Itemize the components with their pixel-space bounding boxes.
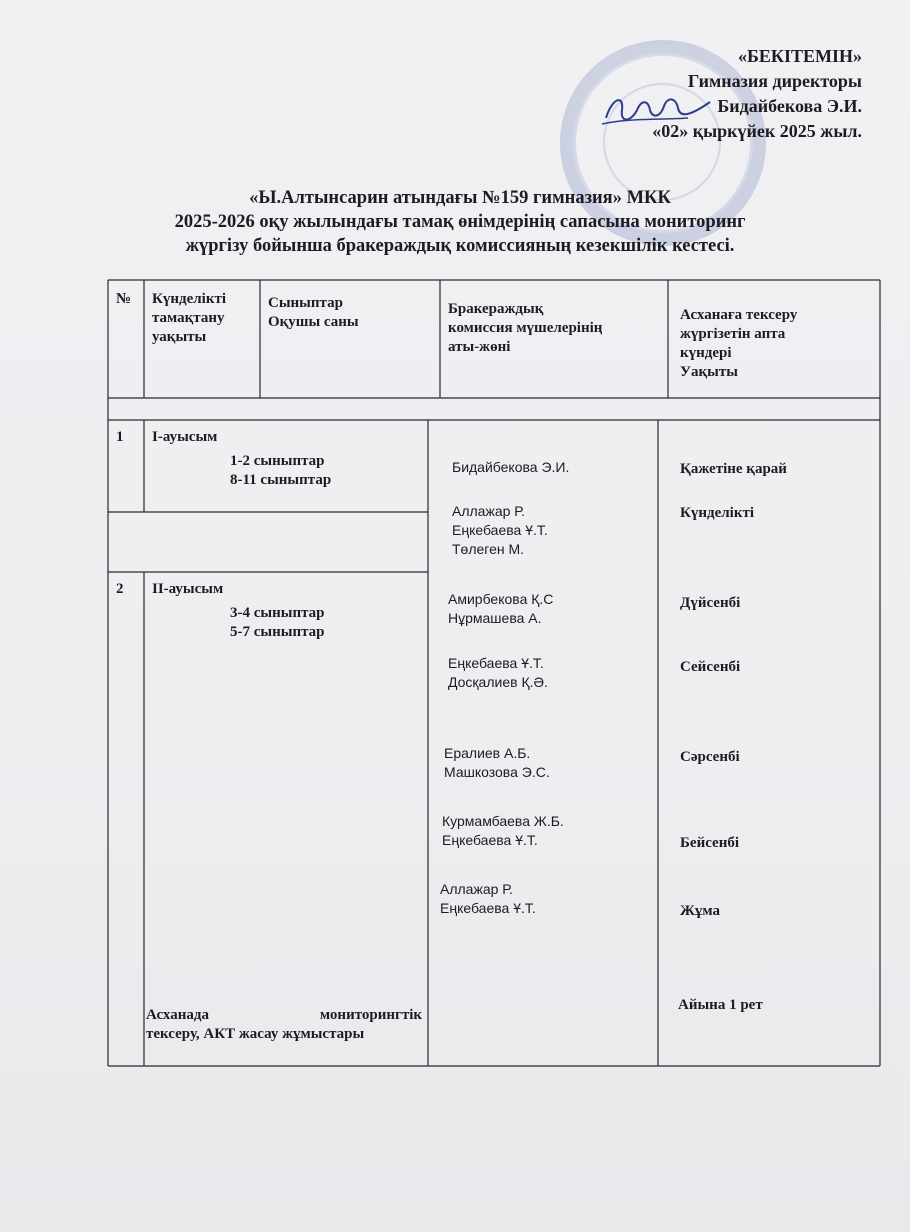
header-number: № (116, 291, 132, 307)
row-2-footer: Асханада мониторингтік тексеру, АКТ жасау жұмыстары (146, 1007, 422, 1042)
schedule-thursday: Бейсенбі (680, 835, 740, 851)
row-1-number: 1 (116, 429, 124, 445)
row-2-number: 2 (116, 581, 124, 597)
approval-name: Бидайбекова Э.И. (717, 96, 862, 116)
header-classes: Сыныптар Оқушы саны (268, 295, 359, 330)
schedule-monday: Дүйсенбі (680, 595, 741, 611)
approval-heading: «БЕКІТЕМІН» (738, 46, 862, 66)
header-members: Бракераждық комиссия мүшелерінің аты-жөні (448, 301, 603, 355)
approval-date: «02» қыркүйек 2025 жыл. (652, 121, 862, 141)
member-group-4: Еңкебаева Ұ.Т. Досқалиев Қ.Ә. (448, 655, 548, 690)
header-check-days: Асханаға тексеру жүргізетін апта күндері Уақыты (680, 307, 798, 380)
row-1-shift: І-ауысым (152, 429, 218, 445)
schedule-daily: Күнделікті (680, 505, 755, 521)
schedule-monthly: Айына 1 рет (678, 997, 763, 1013)
member-group-7: Аллажар Р. Еңкебаева Ұ.Т. (440, 881, 536, 916)
approval-block (562, 44, 862, 144)
member-group-6: Курмамбаева Ж.Б. Еңкебаева Ұ.Т. (442, 813, 564, 848)
title-line-2: 2025-2026 оқу жылындағы тамақ өнімдерінің сапасына мониторинг (174, 212, 746, 232)
row-2-classes: 3-4 сыныптар 5-7 сыныптар (230, 605, 325, 640)
schedule-wednesday: Сәрсенбі (680, 749, 740, 765)
title-line-3: жүргізу бойынша бракераждық комиссияның кезекшілік кестесі. (185, 236, 735, 256)
schedule-tuesday: Сейсенбі (680, 659, 741, 675)
member-group-5: Ералиев А.Б. Машкозова Э.С. (444, 745, 550, 780)
schedule-as-needed: Қажетіне қарай (680, 461, 787, 477)
title-line-1: «Ы.Алтынсарин атындағы №159 гимназия» МКК (249, 188, 671, 208)
member-group-1: Бидайбекова Э.И. (452, 459, 570, 475)
row-2-shift: ІІ-ауысым (152, 581, 224, 597)
header-meal-time: Күнделікті тамақтану уақыты (152, 291, 227, 345)
member-group-2: Аллажар Р. Еңкебаева Ұ.Т. Төлеген М. (452, 503, 548, 557)
row-1-classes: 1-2 сыныптар 8-11 сыныптар (230, 453, 332, 488)
approval-position: Гимназия директоры (687, 71, 862, 91)
schedule-friday: Жұма (680, 903, 720, 919)
member-group-3: Амирбекова Қ.С Нұрмашева А. (448, 591, 554, 626)
document-title (100, 186, 820, 258)
